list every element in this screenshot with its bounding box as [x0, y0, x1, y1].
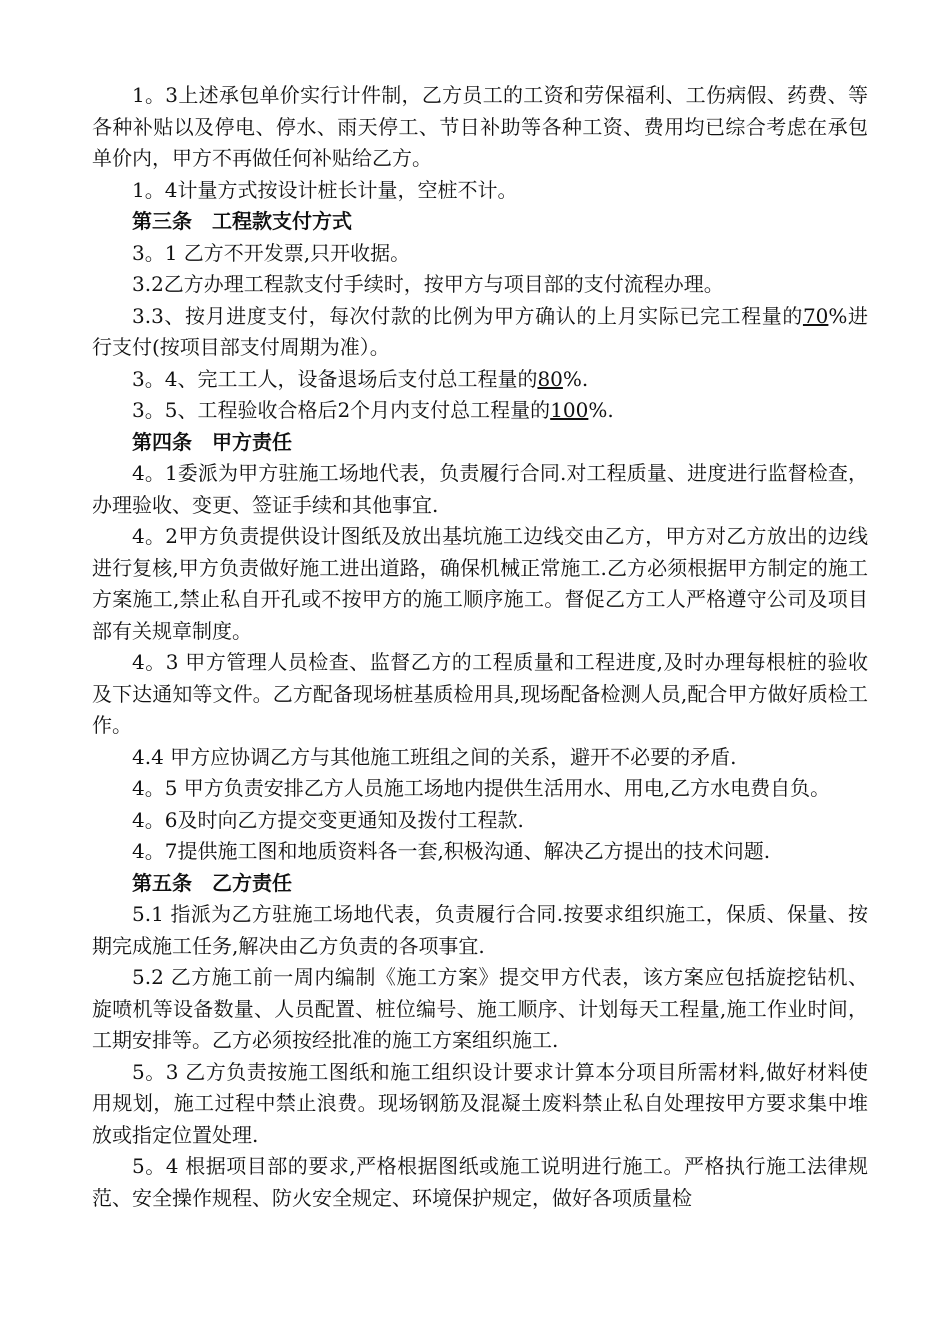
- clause-1-3: 1。3上述承包单价实行计件制，乙方员工的工资和劳保福利、工伤病假、药费、等各种补贴以及停电、停水、雨天停工、节日补助等各种工资、费用均已综合考虑在承包单价内，甲方不再做任何补贴给乙方。: [92, 83, 868, 170]
- clause-3-4-text-b: %.: [562, 366, 589, 391]
- section-heading-4: 第四条 甲方责任: [132, 429, 292, 454]
- clause-3-4: [92, 364, 868, 396]
- clause-3-3-text-b: %进行支付(按项目部支付周期为准）。: [92, 303, 868, 359]
- clause-3-5: [92, 395, 868, 427]
- clause-3-3-percent: 70: [802, 303, 829, 328]
- clause-3-4-text-a: 3。4、完工工人，设备退场后支付总工程量的: [132, 366, 538, 391]
- clause-5-4: 5。4 根据项目部的要求,严格根据图纸或施工说明进行施工。严格执行施工法律规范、安全操作规程、防火安全规定、环境保护规定，做好各项质量检: [92, 1154, 868, 1210]
- clause-4-7: 4。7提供施工图和地质资料各一套,积极沟通、解决乙方提出的技术问题.: [132, 839, 771, 863]
- clause-4-5: 4。5 甲方负责安排乙方人员施工场地内提供生活用水、用电,乙方水电费自负。: [132, 776, 831, 800]
- clause-4-4: 4.4 甲方应协调乙方与其他施工班组之间的关系，避开不必要的矛盾.: [132, 744, 737, 769]
- clause-4-1: 4。1委派为甲方驻施工场地代表，负责履行合同.对工程质量、进度进行监督检查，办理验收、变更、签证手续和其他事宜.: [92, 461, 868, 517]
- clause-3-5-percent: 100: [550, 398, 589, 422]
- clause-4-6: 4。6及时向乙方提交变更通知及拨付工程款.: [132, 807, 524, 832]
- clause-3-4-percent: 80: [537, 366, 563, 391]
- clause-4-2: 4。2甲方负责提供设计图纸及放出基坑施工边线交由乙方，甲方对乙方放出的边线进行复核,甲方负责做好施工进出道路，确保机械正常施工.乙方必须根据甲方制定的施工方案施工,禁止私自开孔或不按甲方的施工顺序施工。督促乙方工人严格遵守公司及项目部有关规章制度。: [92, 524, 868, 643]
- clause-3-5-text-a: 3。5、工程验收合格后2个月内支付总工程量的: [132, 398, 551, 422]
- document-page: [92, 80, 868, 1214]
- clause-3-3-text-a: 3.3、按月进度支付，每次付款的比例为甲方确认的上月实际已完工程量的: [132, 303, 803, 328]
- clause-5-2: 5.2 乙方施工前一周内编制《施工方案》提交甲方代表，该方案应包括旋挖钻机、旋喷机等设备数量、人员配置、桩位编号、施工顺序、计划每天工程量,施工作业时间，工期安排等。乙方必须按经批准的施工方案组织施工.: [92, 965, 868, 1052]
- clause-4-3: 4。3 甲方管理人员检查、监督乙方的工程质量和工程进度,及时办理每根桩的验收及下达通知等文件。乙方配备现场桩基质检用具,现场配备检测人员,配合甲方做好质检工作。: [92, 650, 868, 737]
- section-heading-3: 第三条 工程款支付方式: [132, 209, 352, 233]
- section-heading-5: 第五条 乙方责任: [132, 870, 292, 895]
- clause-3-5-text-b: %.: [588, 398, 614, 422]
- clause-3-1: 3。1 乙方不开发票,只开收据。: [132, 240, 411, 265]
- clause-5-3: 5。3 乙方负责按施工图纸和施工组织设计要求计算本分项目所需材料,做好材料使用规划，施工过程中禁止浪费。现场钢筋及混凝土废料禁止私自处理按甲方要求集中堆放或指定位置处理.: [92, 1059, 868, 1147]
- clause-3-2: 3.2乙方办理工程款支付手续时，按甲方与项目部的支付流程办理。: [132, 272, 724, 296]
- clause-5-1: 5.1 指派为乙方驻施工场地代表，负责履行合同.按要求组织施工，保质、保量、按期完成施工任务,解决由乙方负责的各项事宜.: [92, 902, 868, 958]
- clause-3-3: [92, 301, 868, 364]
- clause-1-4: 1。4计量方式按设计桩长计量，空桩不计。: [132, 177, 518, 202]
